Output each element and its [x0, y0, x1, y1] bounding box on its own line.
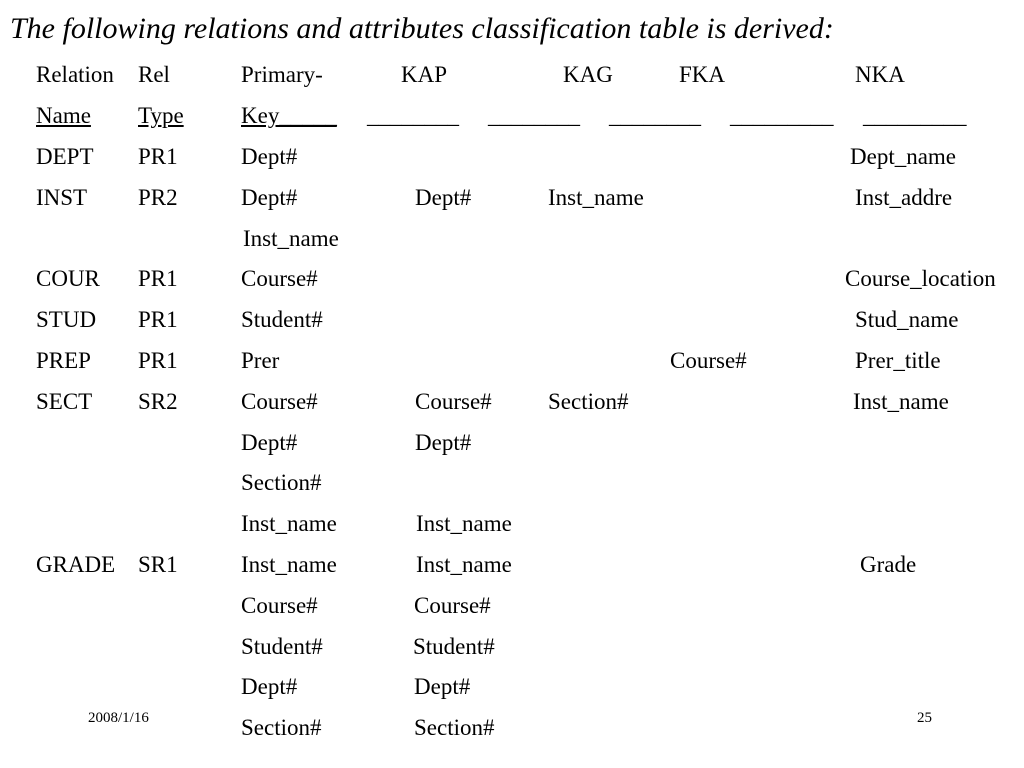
primary-key: Course#: [241, 389, 318, 414]
relation-name: INST: [36, 185, 88, 210]
nka-value: Inst_addre: [855, 185, 953, 210]
header-rule-3: ________: [609, 103, 701, 128]
relation-name: SECT: [36, 389, 93, 414]
nka-value: Inst_name: [853, 389, 949, 414]
nka-value: Grade: [860, 552, 917, 577]
primary-key: Course#: [241, 593, 318, 618]
kap-value: Inst_name: [416, 511, 512, 536]
kap-value: Dept#: [414, 674, 471, 699]
primary-key: Section#: [241, 715, 322, 740]
relation-name: GRADE: [36, 552, 116, 577]
header-fka: FKA: [679, 62, 726, 87]
primary-key: Inst_name: [241, 511, 337, 536]
relation-name: COUR: [36, 266, 100, 291]
header-rule-1: ________: [367, 103, 459, 128]
primary-key: Inst_name: [241, 552, 337, 577]
header-rel: Rel: [138, 62, 170, 87]
relation-type: PR1: [138, 144, 178, 169]
primary-key: Course#: [241, 266, 318, 291]
relation-type: PR1: [138, 266, 178, 291]
fka-value: Course#: [670, 348, 747, 373]
header-name: Name: [36, 103, 91, 128]
relation-name: STUD: [36, 307, 97, 332]
primary-key: Inst_name: [243, 226, 339, 251]
primary-key: Dept#: [241, 674, 298, 699]
primary-key: Section#: [241, 470, 322, 495]
footer-date: 2008/1/16: [88, 710, 149, 726]
kap-value: Section#: [414, 715, 495, 740]
kap-value: Dept#: [415, 430, 472, 455]
kap-value: Course#: [415, 389, 492, 414]
primary-key: Student#: [241, 307, 323, 332]
kap-value: Student#: [413, 634, 495, 659]
primary-key: Dept#: [241, 144, 298, 169]
header-primary: Primary-: [241, 62, 323, 87]
primary-key: Prer: [241, 348, 280, 373]
header-rule-4: _________: [730, 103, 834, 128]
header-kag: KAG: [563, 62, 613, 87]
slide-title: The following relations and attributes classification table is derived:: [10, 12, 834, 45]
primary-key: Dept#: [241, 185, 298, 210]
relation-name: PREP: [36, 348, 91, 373]
header-relation: Relation: [36, 62, 114, 87]
nka-value: Stud_name: [855, 307, 959, 332]
nka-value: Course_location: [845, 266, 996, 291]
header-rule-2: ________: [488, 103, 580, 128]
relation-type: SR1: [138, 552, 178, 577]
relation-type: PR2: [138, 185, 178, 210]
kap-value: Course#: [414, 593, 491, 618]
relation-name: DEPT: [36, 144, 94, 169]
primary-key: Student#: [241, 634, 323, 659]
nka-value: Prer_title: [855, 348, 941, 373]
header-rule-5: _________: [863, 103, 967, 128]
page-number: 25: [917, 710, 932, 726]
header-type: Type: [138, 103, 184, 128]
primary-key: Dept#: [241, 430, 298, 455]
relation-type: PR1: [138, 307, 178, 332]
relation-type: SR2: [138, 389, 178, 414]
header-nka: NKA: [855, 62, 905, 87]
kag-value: Section#: [548, 389, 629, 414]
nka-value: Dept_name: [850, 144, 957, 169]
relation-type: PR1: [138, 348, 178, 373]
kap-value: Inst_name: [416, 552, 512, 577]
kag-value: Inst_name: [548, 185, 644, 210]
header-kap: KAP: [401, 62, 448, 87]
header-key: Key_____: [241, 103, 337, 128]
kap-value: Dept#: [415, 185, 472, 210]
